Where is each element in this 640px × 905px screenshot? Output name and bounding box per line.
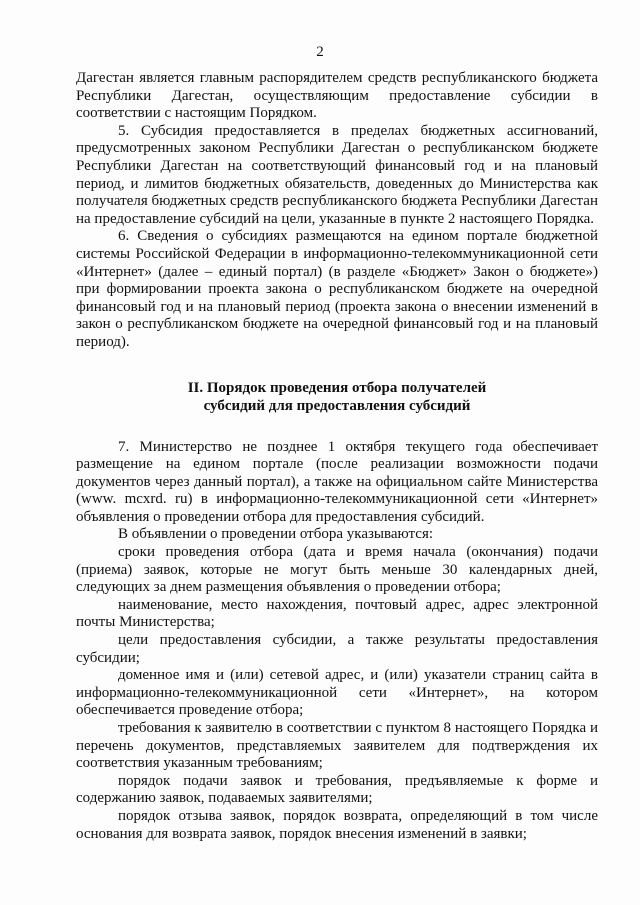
bottom-paragraphs (76, 439, 598, 844)
paragraph-5: 5. Субсидия предоставляется в пределах бюджетных ассигнований, предусмотренных законом Республики Дагестан о республиканском бюджете Республики Дагестан на соответствующий финансовый год и на плановый период, и лимитов бюджетных обязательств, доведенных до Министерства как получателя бюджетных средств республиканского бюджета Республики Дагестан на предоставление субсидий на цели, указанные в пункте 2 настоящего Порядка. (76, 122, 598, 227)
paragraph-continuation: Дагестан является главным распорядителем средств республиканского бюджета Республики Дагестан, осуществляющим предоставление субсидии в соответствии с настоящим Порядком. (76, 70, 598, 122)
top-paragraphs (76, 70, 598, 352)
section-heading (76, 379, 598, 415)
paragraph-7: 7. Министерство не позднее 1 октября текущего года обеспечивает размещение на едином портале (после реализации возможности подачи документов через данный портал), а также на официальном сайте Министерства (www. mcxrd. ru) в информационно-телекоммуникационной сети «Интернет» объявления о проведении отбора для предоставления субсидий. (76, 438, 598, 525)
paragraph-item-ministry-info: наименование, место нахождения, почтовый адрес, адрес электронной почты Министерства; (76, 596, 598, 631)
paragraph-6: 6. Сведения о субсидиях размещаются на едином портале бюджетной системы Российской Федерации в информационно-телекоммуникационной сети «Интернет» (далее – единый портал) (в разделе «Бюджет» Закон о бюджете») при формировании проекта закона о республиканском бюджете на очередной финансовый год и на плановый период (проекта закона о внесении изменений в закон о республиканском бюджете на очередной финансовый год и на плановый период). (76, 228, 598, 350)
section-heading-line-2: субсидий для предоставления субсидий (203, 397, 471, 414)
paragraph-item-goals: цели предоставления субсидии, а также результаты предоставления субсидии; (76, 632, 598, 666)
paragraph-item-requirements: требования к заявителю в соответствии с пунктом 8 настоящего Порядка и перечень документов, представляемых заявителем для подтверждения их соответствия указанным требованиям; (76, 720, 598, 772)
paragraph-announcement-intro: В объявлении о проведении отбора указываются: (118, 526, 434, 543)
document-body (76, 70, 598, 843)
paragraph-item-deadlines: сроки проведения отбора (дата и время начала (окончания) подачи (приема) заявок, которые не могут быть меньше 30 календарных дней, следующих за днем размещения объявления о проведении отбора; (76, 544, 598, 596)
paragraph-item-withdrawal: порядок отзыва заявок, порядок возврата, определяющий в том числе основания для возврата заявок, порядок внесения изменений в заявки; (76, 807, 598, 842)
paragraph-item-domain: доменное имя и (или) сетевой адрес, и (или) указатели страниц сайта в информационно-телекоммуникационной сети «Интернет», на котором обеспечивается проведение отбора; (76, 667, 598, 719)
section-heading-line-1: II. Порядок проведения отбора получателей (187, 379, 487, 396)
paragraph-item-procedure: порядок подачи заявок и требования, предъявляемые к форме и содержанию заявок, подаваемых заявителями; (76, 772, 598, 807)
page-number: 2 (316, 44, 324, 60)
